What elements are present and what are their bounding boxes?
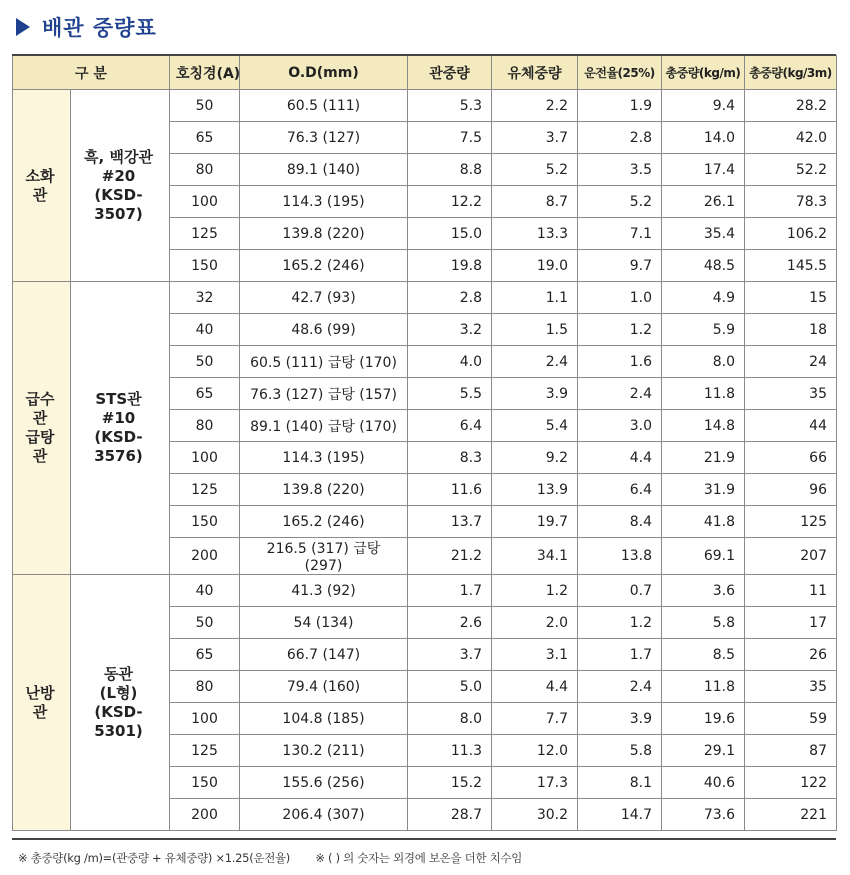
page-title: 배관 중량표 bbox=[42, 16, 157, 40]
outer-diameter-cell: 48.6 (99) bbox=[240, 314, 408, 346]
total-per-m-cell: 8.0 bbox=[662, 346, 745, 378]
fluid-weight-cell: 2.0 bbox=[492, 607, 578, 639]
material-line: (KSD-5301) bbox=[94, 702, 143, 740]
operating-rate-cell: 3.0 bbox=[578, 410, 662, 442]
outer-diameter-cell: 104.8 (185) bbox=[240, 703, 408, 735]
fluid-weight-cell: 5.2 bbox=[492, 154, 578, 186]
group-name-cell: 급수관 급탕관 bbox=[13, 282, 71, 575]
nominal-size-cell: 150 bbox=[170, 506, 240, 538]
operating-rate-cell: 1.9 bbox=[578, 90, 662, 122]
outer-diameter-cell: 216.5 (317) 급탕 (297) bbox=[240, 538, 408, 575]
operating-rate-cell: 8.1 bbox=[578, 767, 662, 799]
pipe-weight-cell: 8.8 bbox=[408, 154, 492, 186]
fluid-weight-cell: 12.0 bbox=[492, 735, 578, 767]
pipe-weight-cell: 8.3 bbox=[408, 442, 492, 474]
fluid-weight-cell: 7.7 bbox=[492, 703, 578, 735]
total-per-m-cell: 3.6 bbox=[662, 575, 745, 607]
header-pipe-weight: 관중량 bbox=[408, 56, 492, 90]
pipe-weight-cell: 21.2 bbox=[408, 538, 492, 575]
fluid-weight-cell: 3.7 bbox=[492, 122, 578, 154]
total-per-3m-cell: 207 bbox=[745, 538, 837, 575]
material-line: #10 bbox=[101, 409, 136, 427]
nominal-size-cell: 40 bbox=[170, 314, 240, 346]
nominal-size-cell: 65 bbox=[170, 378, 240, 410]
group-name-cell: 소화관 bbox=[13, 90, 71, 282]
outer-diameter-cell: 89.1 (140) 급탕 (170) bbox=[240, 410, 408, 442]
total-per-3m-cell: 106.2 bbox=[745, 218, 837, 250]
material-line: STS관 bbox=[95, 390, 142, 408]
total-per-3m-cell: 145.5 bbox=[745, 250, 837, 282]
outer-diameter-cell: 54 (134) bbox=[240, 607, 408, 639]
table-row bbox=[13, 90, 837, 122]
nominal-size-cell: 32 bbox=[170, 282, 240, 314]
operating-rate-cell: 2.4 bbox=[578, 378, 662, 410]
pipe-weight-cell: 11.6 bbox=[408, 474, 492, 506]
total-per-3m-cell: 35 bbox=[745, 378, 837, 410]
total-per-3m-cell: 28.2 bbox=[745, 90, 837, 122]
pipe-weight-cell: 5.0 bbox=[408, 671, 492, 703]
total-per-m-cell: 5.8 bbox=[662, 607, 745, 639]
outer-diameter-cell: 139.8 (220) bbox=[240, 218, 408, 250]
material-line: 동관 bbox=[104, 664, 133, 683]
nominal-size-cell: 40 bbox=[170, 575, 240, 607]
fluid-weight-cell: 34.1 bbox=[492, 538, 578, 575]
table-row bbox=[13, 575, 837, 607]
fluid-weight-cell: 1.2 bbox=[492, 575, 578, 607]
nominal-size-cell: 80 bbox=[170, 410, 240, 442]
outer-diameter-cell: 60.5 (111) bbox=[240, 90, 408, 122]
table-top-border bbox=[12, 54, 836, 56]
material-line: (KSD-3507) bbox=[94, 185, 143, 223]
total-per-m-cell: 69.1 bbox=[662, 538, 745, 575]
total-per-m-cell: 17.4 bbox=[662, 154, 745, 186]
total-per-3m-cell: 96 bbox=[745, 474, 837, 506]
header-fluid-weight: 유체중량 bbox=[492, 56, 578, 90]
nominal-size-cell: 150 bbox=[170, 767, 240, 799]
operating-rate-cell: 1.6 bbox=[578, 346, 662, 378]
total-per-m-cell: 11.8 bbox=[662, 378, 745, 410]
header-row bbox=[13, 56, 837, 90]
total-per-m-cell: 4.9 bbox=[662, 282, 745, 314]
table-body bbox=[13, 90, 837, 831]
total-per-m-cell: 35.4 bbox=[662, 218, 745, 250]
fluid-weight-cell: 5.4 bbox=[492, 410, 578, 442]
header-outer-diameter: O.D(mm) bbox=[240, 56, 408, 90]
outer-diameter-cell: 41.3 (92) bbox=[240, 575, 408, 607]
total-per-m-cell: 40.6 bbox=[662, 767, 745, 799]
outer-diameter-cell: 89.1 (140) bbox=[240, 154, 408, 186]
operating-rate-cell: 0.7 bbox=[578, 575, 662, 607]
pipe-weight-table bbox=[12, 55, 837, 831]
outer-diameter-cell: 114.3 (195) bbox=[240, 186, 408, 218]
total-per-m-cell: 41.8 bbox=[662, 506, 745, 538]
fluid-weight-cell: 4.4 bbox=[492, 671, 578, 703]
outer-diameter-cell: 66.7 (147) bbox=[240, 639, 408, 671]
total-per-3m-cell: 87 bbox=[745, 735, 837, 767]
pipe-weight-cell: 7.5 bbox=[408, 122, 492, 154]
triangle-bullet-icon bbox=[16, 18, 30, 36]
pipe-weight-cell: 15.2 bbox=[408, 767, 492, 799]
total-per-3m-cell: 66 bbox=[745, 442, 837, 474]
total-per-3m-cell: 52.2 bbox=[745, 154, 837, 186]
pipe-weight-cell: 2.8 bbox=[408, 282, 492, 314]
pipe-weight-cell: 12.2 bbox=[408, 186, 492, 218]
material-line: (L형) bbox=[99, 683, 138, 702]
material-line: #20 bbox=[101, 166, 136, 185]
pipe-weight-cell: 6.4 bbox=[408, 410, 492, 442]
nominal-size-cell: 100 bbox=[170, 442, 240, 474]
title-bar bbox=[16, 10, 157, 44]
total-per-m-cell: 19.6 bbox=[662, 703, 745, 735]
operating-rate-cell: 1.2 bbox=[578, 314, 662, 346]
material-cell bbox=[71, 90, 170, 282]
pipe-weight-cell: 28.7 bbox=[408, 799, 492, 831]
header-total-per-m: 총중량(kg/m) bbox=[662, 56, 745, 90]
fluid-weight-cell: 2.2 bbox=[492, 90, 578, 122]
total-per-3m-cell: 42.0 bbox=[745, 122, 837, 154]
fluid-weight-cell: 17.3 bbox=[492, 767, 578, 799]
total-per-m-cell: 73.6 bbox=[662, 799, 745, 831]
outer-diameter-cell: 76.3 (127) 급탕 (157) bbox=[240, 378, 408, 410]
operating-rate-cell: 6.4 bbox=[578, 474, 662, 506]
pipe-weight-cell: 3.7 bbox=[408, 639, 492, 671]
pipe-weight-cell: 2.6 bbox=[408, 607, 492, 639]
total-per-3m-cell: 78.3 bbox=[745, 186, 837, 218]
fluid-weight-cell: 3.9 bbox=[492, 378, 578, 410]
operating-rate-cell: 14.7 bbox=[578, 799, 662, 831]
fluid-weight-cell: 30.2 bbox=[492, 799, 578, 831]
nominal-size-cell: 65 bbox=[170, 639, 240, 671]
total-per-m-cell: 21.9 bbox=[662, 442, 745, 474]
total-per-3m-cell: 26 bbox=[745, 639, 837, 671]
total-per-3m-cell: 15 bbox=[745, 282, 837, 314]
fluid-weight-cell: 8.7 bbox=[492, 186, 578, 218]
outer-diameter-cell: 206.4 (307) bbox=[240, 799, 408, 831]
total-per-3m-cell: 17 bbox=[745, 607, 837, 639]
nominal-size-cell: 100 bbox=[170, 703, 240, 735]
total-per-3m-cell: 221 bbox=[745, 799, 837, 831]
outer-diameter-cell: 165.2 (246) bbox=[240, 250, 408, 282]
operating-rate-cell: 8.4 bbox=[578, 506, 662, 538]
operating-rate-cell: 7.1 bbox=[578, 218, 662, 250]
fluid-weight-cell: 13.3 bbox=[492, 218, 578, 250]
nominal-size-cell: 100 bbox=[170, 186, 240, 218]
total-per-m-cell: 31.9 bbox=[662, 474, 745, 506]
fluid-weight-cell: 3.1 bbox=[492, 639, 578, 671]
header-nominal-size: 호칭경(A) bbox=[170, 56, 240, 90]
fluid-weight-cell: 1.5 bbox=[492, 314, 578, 346]
operating-rate-cell: 1.0 bbox=[578, 282, 662, 314]
total-per-m-cell: 8.5 bbox=[662, 639, 745, 671]
outer-diameter-cell: 79.4 (160) bbox=[240, 671, 408, 703]
outer-diameter-cell: 139.8 (220) bbox=[240, 474, 408, 506]
operating-rate-cell: 2.4 bbox=[578, 671, 662, 703]
operating-rate-cell: 4.4 bbox=[578, 442, 662, 474]
pipe-weight-cell: 8.0 bbox=[408, 703, 492, 735]
fluid-weight-cell: 2.4 bbox=[492, 346, 578, 378]
outer-diameter-cell: 42.7 (93) bbox=[240, 282, 408, 314]
table-row bbox=[13, 282, 837, 314]
total-per-m-cell: 11.8 bbox=[662, 671, 745, 703]
operating-rate-cell: 3.5 bbox=[578, 154, 662, 186]
outer-diameter-cell: 130.2 (211) bbox=[240, 735, 408, 767]
total-per-m-cell: 29.1 bbox=[662, 735, 745, 767]
outer-diameter-cell: 60.5 (111) 급탕 (170) bbox=[240, 346, 408, 378]
outer-diameter-cell: 114.3 (195) bbox=[240, 442, 408, 474]
outer-diameter-cell: 155.6 (256) bbox=[240, 767, 408, 799]
header-category: 구 분 bbox=[13, 56, 170, 90]
operating-rate-cell: 1.2 bbox=[578, 607, 662, 639]
pipe-weight-cell: 1.7 bbox=[408, 575, 492, 607]
nominal-size-cell: 65 bbox=[170, 122, 240, 154]
total-per-3m-cell: 35 bbox=[745, 671, 837, 703]
operating-rate-cell: 2.8 bbox=[578, 122, 662, 154]
fluid-weight-cell: 19.0 bbox=[492, 250, 578, 282]
pipe-weight-cell: 19.8 bbox=[408, 250, 492, 282]
total-per-3m-cell: 11 bbox=[745, 575, 837, 607]
total-per-3m-cell: 125 bbox=[745, 506, 837, 538]
fluid-weight-cell: 9.2 bbox=[492, 442, 578, 474]
material-cell bbox=[71, 282, 170, 575]
nominal-size-cell: 125 bbox=[170, 735, 240, 767]
total-per-3m-cell: 59 bbox=[745, 703, 837, 735]
operating-rate-cell: 9.7 bbox=[578, 250, 662, 282]
material-line: 흑, 백강관 bbox=[84, 147, 153, 166]
nominal-size-cell: 80 bbox=[170, 154, 240, 186]
total-per-m-cell: 14.0 bbox=[662, 122, 745, 154]
nominal-size-cell: 125 bbox=[170, 218, 240, 250]
nominal-size-cell: 200 bbox=[170, 538, 240, 575]
pipe-weight-cell: 15.0 bbox=[408, 218, 492, 250]
nominal-size-cell: 80 bbox=[170, 671, 240, 703]
nominal-size-cell: 50 bbox=[170, 90, 240, 122]
pipe-weight-cell: 4.0 bbox=[408, 346, 492, 378]
footnote-formula: ※ 총중량(kg /m)=(관중량 + 유체중량) ×1.25(운전율) bbox=[18, 851, 290, 865]
fluid-weight-cell: 13.9 bbox=[492, 474, 578, 506]
total-per-3m-cell: 18 bbox=[745, 314, 837, 346]
operating-rate-cell: 5.8 bbox=[578, 735, 662, 767]
pipe-weight-cell: 5.3 bbox=[408, 90, 492, 122]
header-operating-rate: 운전율(25%) bbox=[578, 56, 662, 90]
table-bottom-border bbox=[12, 838, 836, 840]
pipe-weight-cell: 11.3 bbox=[408, 735, 492, 767]
footnotes bbox=[18, 850, 544, 866]
fluid-weight-cell: 1.1 bbox=[492, 282, 578, 314]
total-per-m-cell: 9.4 bbox=[662, 90, 745, 122]
material-line: (KSD-3576) bbox=[94, 428, 143, 465]
operating-rate-cell: 5.2 bbox=[578, 186, 662, 218]
total-per-3m-cell: 122 bbox=[745, 767, 837, 799]
fluid-weight-cell: 19.7 bbox=[492, 506, 578, 538]
nominal-size-cell: 150 bbox=[170, 250, 240, 282]
nominal-size-cell: 50 bbox=[170, 346, 240, 378]
total-per-m-cell: 26.1 bbox=[662, 186, 745, 218]
total-per-m-cell: 48.5 bbox=[662, 250, 745, 282]
material-cell bbox=[71, 575, 170, 831]
operating-rate-cell: 3.9 bbox=[578, 703, 662, 735]
total-per-m-cell: 14.8 bbox=[662, 410, 745, 442]
nominal-size-cell: 125 bbox=[170, 474, 240, 506]
total-per-3m-cell: 24 bbox=[745, 346, 837, 378]
outer-diameter-cell: 165.2 (246) bbox=[240, 506, 408, 538]
pipe-weight-cell: 13.7 bbox=[408, 506, 492, 538]
group-name-cell: 난방관 bbox=[13, 575, 71, 831]
header-total-per-3m: 총중량(kg/3m) bbox=[745, 56, 837, 90]
total-per-3m-cell: 44 bbox=[745, 410, 837, 442]
nominal-size-cell: 50 bbox=[170, 607, 240, 639]
outer-diameter-cell: 76.3 (127) bbox=[240, 122, 408, 154]
operating-rate-cell: 1.7 bbox=[578, 639, 662, 671]
total-per-m-cell: 5.9 bbox=[662, 314, 745, 346]
nominal-size-cell: 200 bbox=[170, 799, 240, 831]
footnote-insulation: ※ ( ) 의 숫자는 외경에 보온을 더한 치수임 bbox=[315, 851, 523, 865]
operating-rate-cell: 13.8 bbox=[578, 538, 662, 575]
pipe-weight-cell: 5.5 bbox=[408, 378, 492, 410]
pipe-weight-cell: 3.2 bbox=[408, 314, 492, 346]
